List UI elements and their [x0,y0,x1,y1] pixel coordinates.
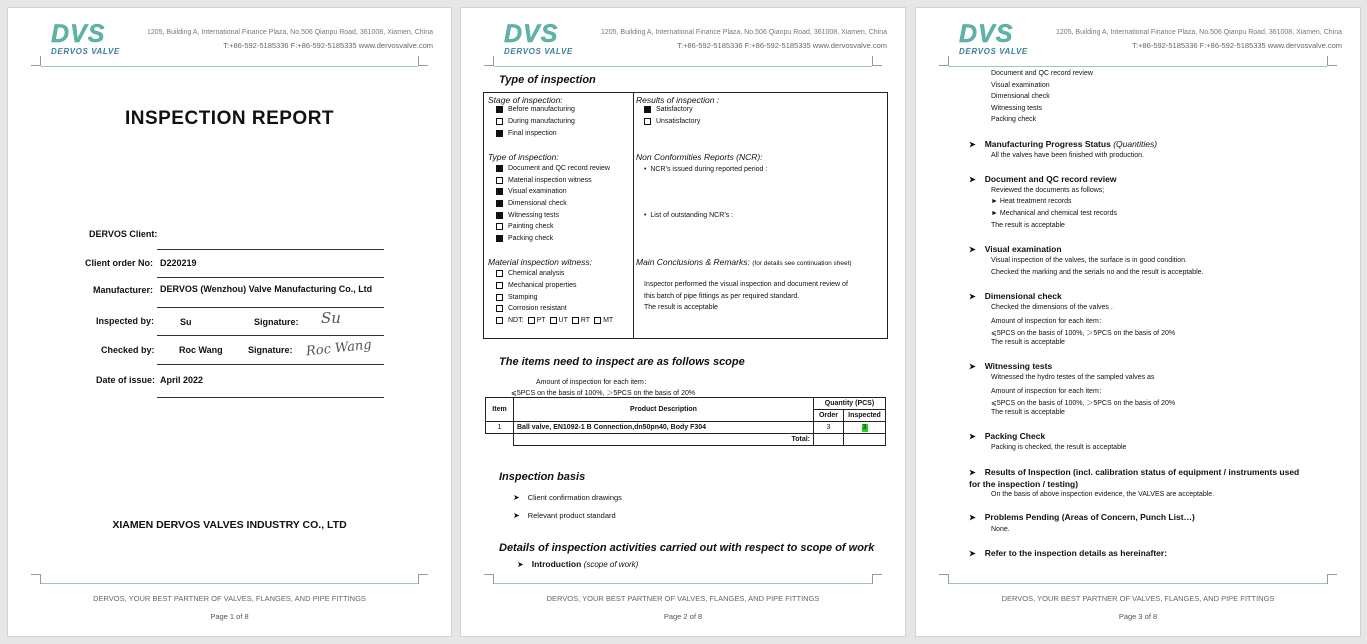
manufacturer-label: Manufacturer: [93,285,154,295]
arrow-bullet-icon: ➤ [969,175,976,184]
page-title: INSPECTION REPORT [124,108,335,129]
logo-mark: DVS [51,20,106,48]
stage-option: During manufacturing [496,118,575,125]
arrow-bullet-icon: ➤ [969,513,976,522]
col-qty-header: Quantity (PCS) [814,398,886,410]
witness-heading: ➤ Witnessing tests [969,361,1053,371]
header-address: 1205, Building A, International Finance Plaza, No.506 Qianpu Road, 361008, Xiamen, China [1055,29,1342,36]
footer-divider [494,583,872,584]
arrow-bullet-icon: ➤ [969,549,976,558]
logo-subtitle: DERVOS VALVE [504,47,573,56]
total-order [814,434,844,446]
basis-item: ➤ Client confirmation drawings [513,493,622,502]
footer-slogan: DERVOS, YOUR BEST PARTNER OF VALVES, FLANGES, AND PIPE FITTINGS [93,594,366,603]
dimensional-line: Checked the dimensions of the valves . [991,304,1113,311]
checkbox-icon [496,270,503,277]
checkbox-icon [496,130,503,137]
page-number: Page 3 of 8 [1118,612,1158,621]
date-label: Date of issue: [96,375,156,385]
visual-line: Checked the marking and the serials no and the result is acceptable. [991,269,1204,276]
date-value: April 2022 [160,375,204,385]
col-order-header: Order [814,410,844,422]
doc-line: ► Mechanical and chemical test records [991,210,1117,217]
scope-list-item: Document and QC record review [991,70,1093,77]
table-row [486,422,886,434]
packing-text: Packing is checked, the result is acceptable [991,444,1127,451]
section-title-basis: Inspection basis [499,471,586,483]
checkbox-icon [496,200,503,207]
results-heading: ➤ Results of Inspection (incl. calibration status of equipment / instruments used [969,467,1300,477]
conclusion-line: this batch of pipe fittings as per required standard. [644,293,800,300]
result-option: Unsatisfactory [644,118,700,125]
stage-option: Final inspection [496,130,557,137]
order-label: Client order No: [85,258,154,268]
header-address: 1205, Building A, International Finance Plaza, No.506 Qianpu Road, 361008, Xiamen, China [146,29,433,36]
dimensional-line: Amount of inspection for each item： [991,318,1106,325]
arrow-bullet-icon: ➤ [969,140,976,149]
progress-text: All the valves have been finished with production. [991,152,1144,159]
ncr-heading: Non Conformities Reports (NCR): [636,152,763,162]
footer-divider [41,583,418,584]
crop-mark [939,574,949,584]
field-underline [157,277,384,278]
type-option: Document and QC record review [496,165,610,172]
crop-mark [872,574,882,584]
box-divider [633,93,634,338]
arrow-bullet-icon: ➤ [969,468,976,477]
header-contact: T:+86-592-5185336 F:+86-592-5185335 www.dervosvalve.com [677,41,887,50]
inspected-by-value: Su [180,317,192,327]
logo-subtitle: DERVOS VALVE [959,47,1028,56]
checkbox-icon [496,165,503,172]
result-option: Satisfactory [644,106,693,113]
type-option: Packing check [496,235,553,242]
field-underline [157,397,384,398]
checkbox-icon [550,317,557,324]
results-text: On the basis of above inspection evidence, the VALVES are acceptable. [991,491,1215,498]
type-option: Visual examination [496,188,567,195]
checkbox-icon [644,118,651,125]
type-option: Dimensional check [496,200,567,207]
witness-line: ⩽5PCS on the basis of 100%, ＞5PCS on the basis of 20% [991,400,1176,407]
type-option: Material inspection witness [496,177,592,184]
checkbox-icon [496,118,503,125]
checkbox-icon [496,294,503,301]
ncr-outstanding: • List of outstanding NCR’s : [644,212,734,219]
row-order: 3 [814,422,844,434]
manufacturer-value: DERVOS (Wenzhou) Valve Manufacturing Co., Ltd [160,284,373,294]
page-number: Page 2 of 8 [663,612,703,621]
report-page-1 [7,7,452,637]
dervos-logo [51,22,127,56]
row-desc: Ball valve, EN1092-1 B Connection,dn50pn40, Body F304 [514,422,814,434]
scope-table [485,397,886,446]
checker-signature: Roc Wang [305,337,373,360]
conclusion-line: The result is acceptable [644,304,718,311]
dervos-logo [504,22,580,56]
section-title-scope: The items need to inspect are as follows scope [499,356,745,368]
row-item: 1 [486,422,514,434]
ncr-issued: • NCR’s issued during reported period : [644,166,768,173]
witness-line: Amount of inspection for each item： [991,388,1106,395]
crop-mark [1327,574,1337,584]
arrow-bullet-icon: ➤ [517,560,524,569]
footer-slogan: DERVOS, YOUR BEST PARTNER OF VALVES, FLANGES, AND PIPE FITTINGS [1001,594,1275,603]
dimensional-heading: ➤ Dimensional check [969,291,1062,301]
crop-mark [872,56,882,66]
doc-line: The result is acceptable [991,222,1065,229]
scope-list-item: Witnessing tests [991,105,1042,112]
field-underline [157,335,384,336]
header-divider [949,66,1327,67]
crop-mark [484,574,494,584]
arrow-bullet-icon: ➤ [969,362,976,371]
doc-line: ► Heat treatment records [991,198,1072,205]
inspection-type-box [483,92,888,339]
conclusion-line: Inspector performed the visual inspection and document review of [644,281,848,288]
arrow-bullet-icon: ➤ [513,493,520,502]
section-title-type: Type of inspection [499,74,596,86]
crop-mark [31,56,41,66]
refer-heading: ➤ Refer to the inspection details as hereinafter: [969,548,1168,558]
footer-slogan: DERVOS, YOUR BEST PARTNER OF VALVES, FLANGES, AND PIPE FITTINGS [546,594,820,603]
results-heading: Results of inspection : [636,95,720,105]
arrow-bullet-icon: ➤ [969,292,976,301]
field-underline [157,364,384,365]
type-heading: Type of inspection: [488,152,559,162]
checkbox-icon [528,317,535,324]
checkbox-icon [496,177,503,184]
crop-mark [1327,56,1337,66]
progress-heading: ➤ Manufacturing Progress Status (Quantities) [969,139,1158,149]
field-underline [157,307,384,308]
material-heading: Material inspection witness: [488,257,592,267]
basis-item: ➤ Relevant product standard [513,511,616,520]
header-divider [494,66,872,67]
doc-line: Reviewed the documents as follows; [991,187,1105,194]
checkbox-icon [496,188,503,195]
col-item-header: Item [486,398,514,422]
inspector-signature: Su [321,309,341,327]
material-option: Corrosion resistant [496,305,567,312]
amount-line: ⩽5PCS on the basis of 100%, ＞5PCS on the basis of 20% [511,390,696,397]
checkbox-icon [496,317,503,324]
logo-mark: DVS [504,20,559,48]
col-desc-header: Product Description [514,398,814,422]
visual-line: Visual inspection of the valves, the surface is in good condition. [991,257,1187,264]
dervos-logo [959,22,1035,56]
order-value: D220219 [160,258,197,268]
signature-label: Signature: [254,317,299,327]
packing-heading: ➤ Packing Check [969,431,1046,441]
checkbox-icon [572,317,579,324]
checked-by-label: Checked by: [101,345,155,355]
scope-list-item: Packing check [991,116,1037,123]
scope-list-item: Visual examination [991,82,1050,89]
checkbox-icon [496,305,503,312]
checkbox-icon [594,317,601,324]
logo-mark: DVS [959,20,1014,48]
arrow-bullet-icon: ➤ [969,432,976,441]
header-address: 1205, Building A, International Finance Plaza, No.506 Qianpu Road, 361008, Xiamen, China [600,29,887,36]
stage-option: Before manufacturing [496,106,575,113]
signature-label: Signature: [248,345,293,355]
checkbox-icon [644,106,651,113]
logo-subtitle: DERVOS VALVE [51,47,120,56]
problems-text: None. [991,526,1010,533]
checkbox-icon [496,106,503,113]
witness-line: The result is acceptable [991,409,1065,416]
results-heading-cont: for the inspection / testing) [969,479,1079,489]
arrow-bullet-icon: ➤ [513,511,520,520]
stage-heading: Stage of inspection: [488,95,563,105]
total-inspected [844,434,886,446]
problems-heading: ➤ Problems Pending (Areas of Concern, Punch List…) [969,512,1195,522]
checkbox-icon [496,212,503,219]
material-option: Stamping [496,294,538,301]
client-label: DERVOS Client: [89,229,158,239]
company-name: XIAMEN DERVOS VALVES INDUSTRY CO., LTD [112,519,347,531]
type-option: Witnessing tests [496,212,559,219]
footer-divider [949,583,1327,584]
checkbox-icon [496,282,503,289]
crop-mark [939,56,949,66]
checkbox-icon [496,235,503,242]
crop-mark [418,56,428,66]
ndt-options: NDT: PT UT RT MT [496,317,613,324]
page-number: Page 1 of 8 [210,612,249,621]
crop-mark [418,574,428,584]
header-contact: T:+86-592-5185336 F:+86-592-5185335 www.dervosvalve.com [1132,41,1342,50]
field-underline [157,249,384,250]
visual-heading: ➤ Visual examination [969,244,1062,254]
material-option: Chemical analysis [496,270,564,277]
intro-item: ➤ Introduction (scope of work) [517,559,639,569]
crop-mark [484,56,494,66]
dimensional-line: The result is acceptable [991,339,1065,346]
scope-list-item: Dimensional check [991,93,1050,100]
row-inspected: 3 [844,422,886,434]
col-inspected-header: Inspected [844,410,886,422]
header-divider [41,66,418,67]
section-title-details: Details of inspection activities carried out with respect to scope of work [499,542,875,554]
type-option: Painting check [496,223,554,230]
arrow-bullet-icon: ➤ [969,245,976,254]
crop-mark [31,574,41,584]
dimensional-line: ⩽5PCS on the basis of 100%, ＞5PCS on the basis of 20% [991,330,1176,337]
checked-by-value: Roc Wang [179,345,223,355]
doc-heading: ➤ Document and QC record review [969,174,1117,184]
material-option: Mechanical properties [496,282,576,289]
report-page-2 [460,7,906,637]
checkbox-icon [496,223,503,230]
conclusions-heading: Main Conclusions & Remarks: (for details see continuation sheet) [636,257,852,267]
total-label: Total: [514,434,814,446]
amount-line: Amount of inspection for each item： [536,379,651,386]
witness-line: Witnessed the hydro testes of the sampled valves as [991,374,1155,381]
header-contact: T:+86-592-5185336 F:+86-592-5185335 www.dervosvalve.com [223,41,433,50]
inspected-by-label: Inspected by: [96,316,155,326]
report-page-3 [915,7,1361,637]
